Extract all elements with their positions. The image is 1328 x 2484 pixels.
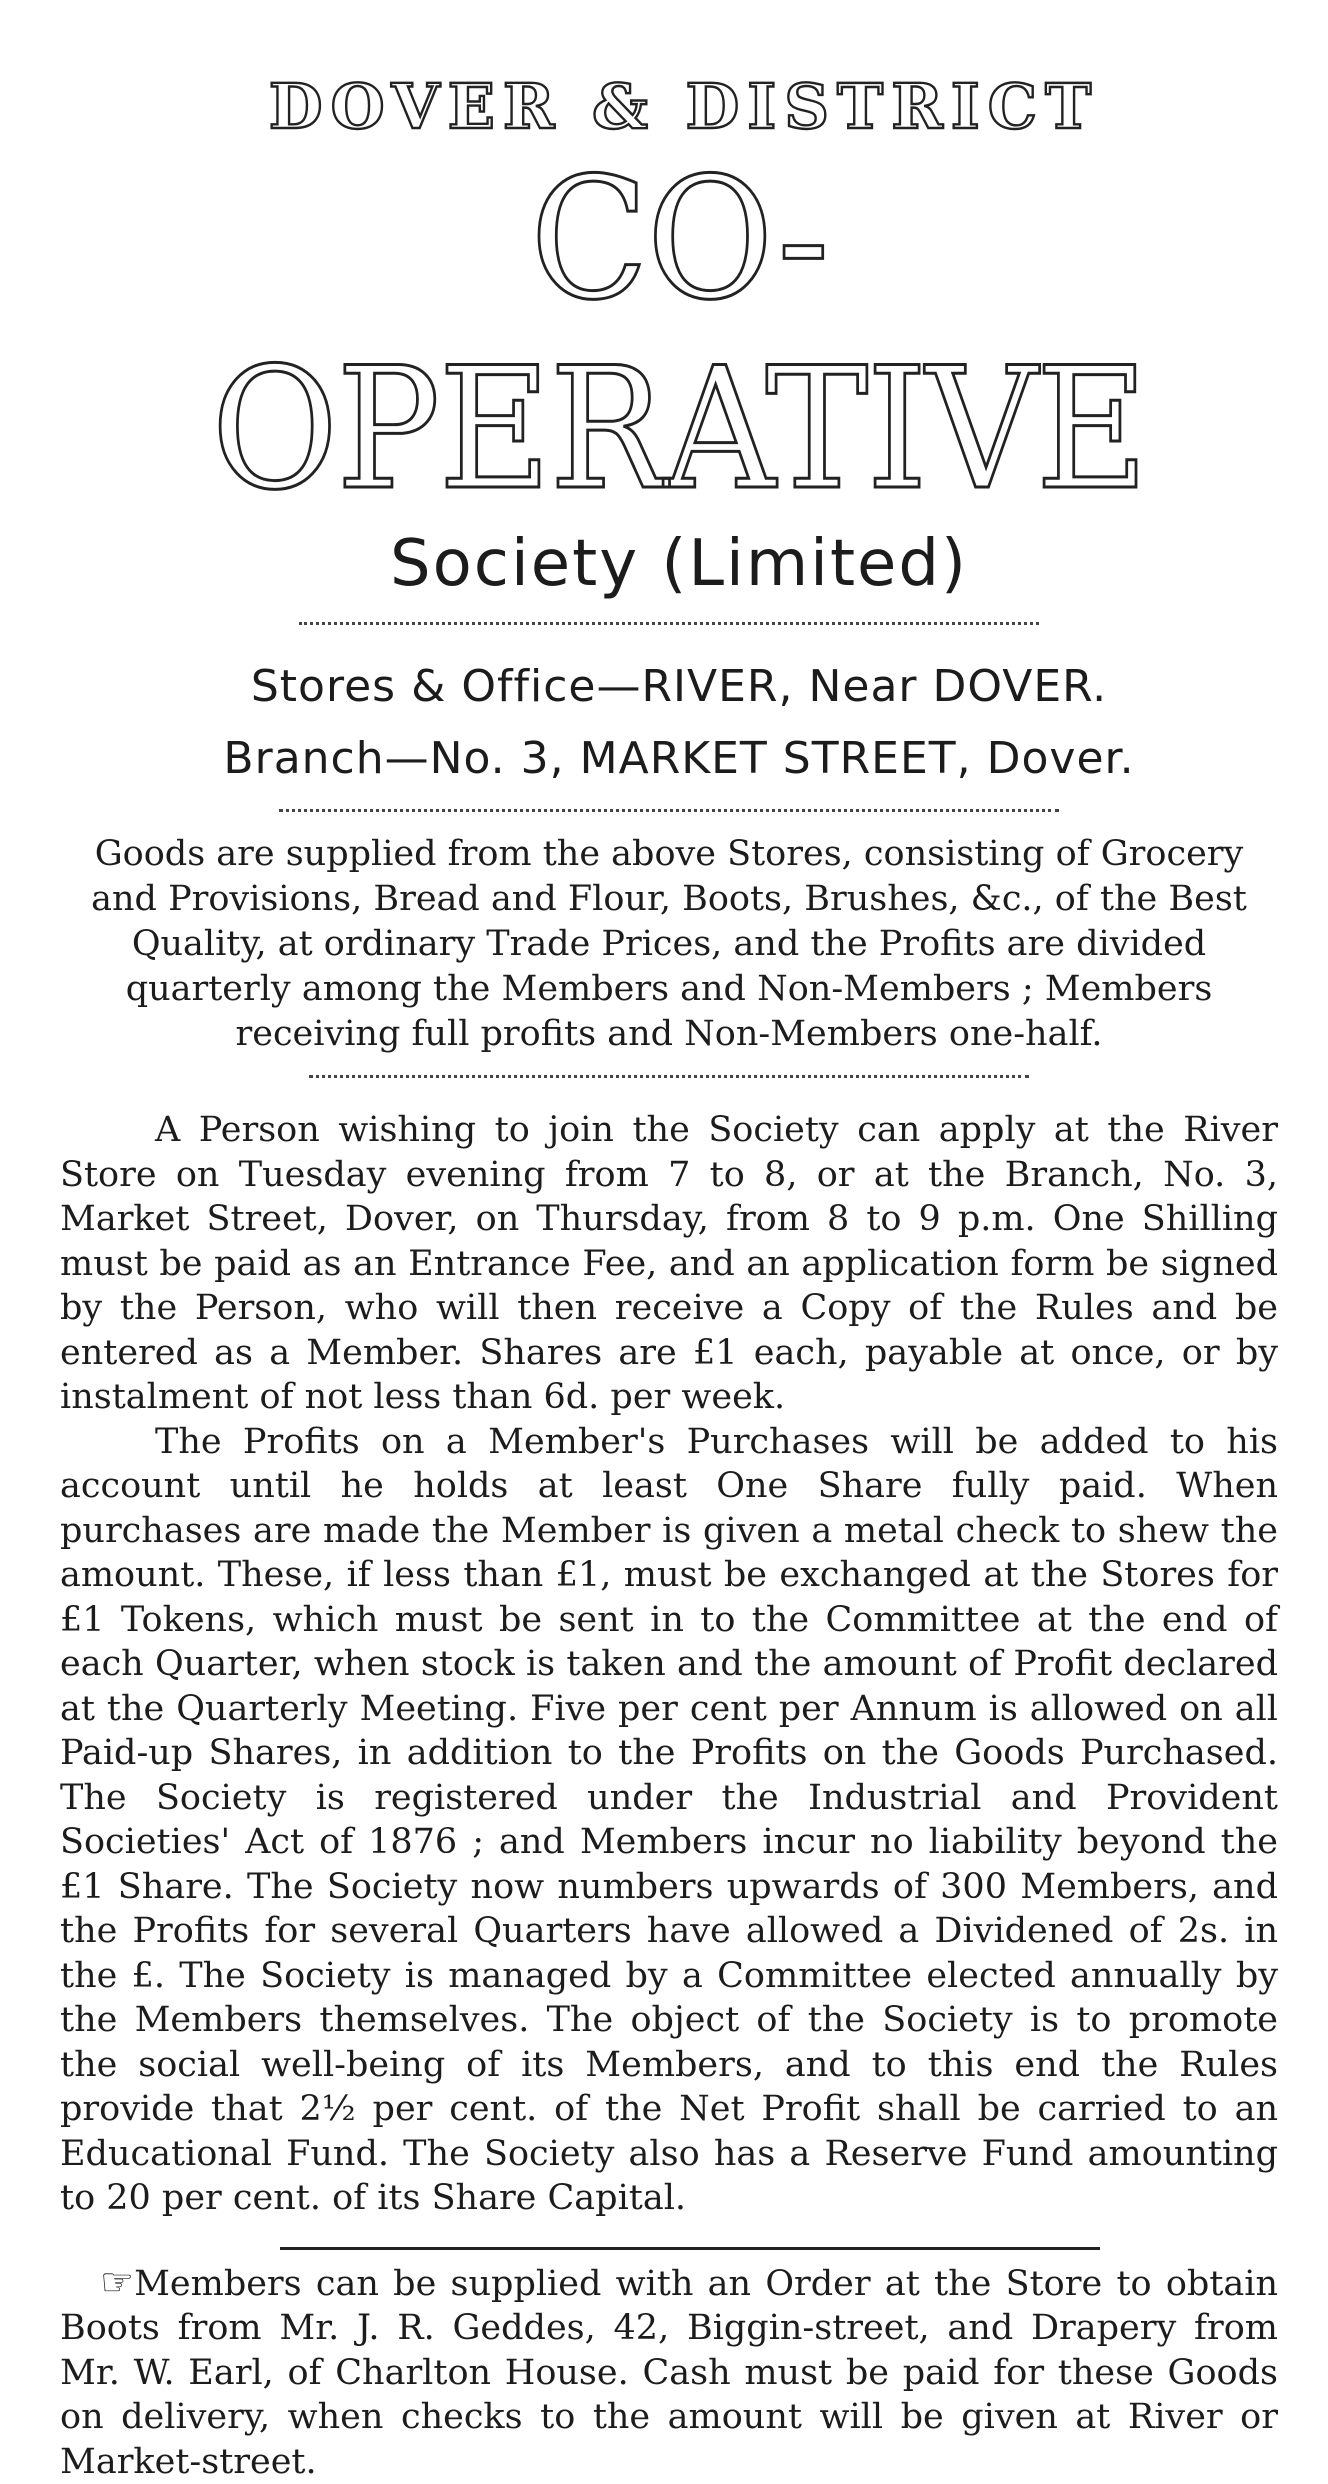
footer-note	[60, 2260, 1278, 2484]
dotted-divider	[279, 809, 1059, 812]
header-district: DOVER & DISTRICT	[90, 70, 1278, 144]
header-cooperative: CO-OPERATIVE	[128, 144, 1230, 524]
dotted-divider	[309, 1075, 1029, 1078]
goods-paragraph: Goods are supplied from the above Stores, consisting of Grocery and Provisions, Bread and Flour, Boots, Brushes, &c., of the Best Quality, at ordinary Trade Prices, and the Profits are divided quarterly among the Members and Non-Members ; Members receiving full profits and Non-Members one-half.	[60, 832, 1278, 1057]
branch-address: Branch—No. 3, MARKET STREET, Dover.	[80, 723, 1278, 795]
footer-note-text: Members can be supplied with an Order at the Store to obtain Boots from Mr. J. R. Geddes, 42, Biggin-street, and Drapery from Mr. W. Earl, of Charlton House. Cash must be paid for these Goods on delivery, when checks to the amount will be given at River or Market-street.	[60, 2264, 1278, 2482]
stores-address: Stores & Office—RIVER, Near DOVER.	[80, 651, 1278, 723]
dotted-divider	[299, 622, 1039, 625]
join-paragraph: A Person wishing to join the Society can apply at the River Store on Tuesday evening from 7 to 8, or at the Branch, No. 3, Market Street, Dover, on Thursday, from 8 to 9 p.m. One Shilling must be paid as an Entrance Fee, and an application form be signed by the Person, who will then receive a Copy of the Rules and be entered as a Member. Shares are £1 each, payable at once, or by instalment of not less than 6d. per week.	[60, 1108, 1278, 1420]
header-society: Society (Limited)	[80, 524, 1278, 604]
profits-paragraph: The Profits on a Member's Purchases will be added to his account until he holds at least One Share fully paid. When purchases are made the Member is given a metal check to shew the amount. These, if less than £1, must be exchanged at the Stores for £1 Tokens, which must be sent in to the Committee at the end of each Quarter, when stock is taken and the amount of Profit declared at the Quarterly Meeting. Five per cent per Annum is allowed on all Paid-up Shares, in addition to the Profits on the Goods Purchased. The Society is registered under the Industrial and Provident Societies' Act of 1876 ; and Members incur no liability beyond the £1 Share. The Society now numbers upwards of 300 Members, and the Profits for several Quarters have allowed a Dividened of 2s. in the £. The Society is managed by a Committee elected annually by the Members themselves. The object of the Society is to promote the social well-being of its Members, and to this end the Rules provide that 2½ per cent. of the Net Profit shall be carried to an Educational Fund. The Society also has a Reserve Fund amounting to 20 per cent. of its Share Capital.	[60, 1420, 1278, 2221]
pointing-hand-icon: ☞	[100, 2260, 134, 2304]
horizontal-rule	[280, 2247, 1100, 2250]
